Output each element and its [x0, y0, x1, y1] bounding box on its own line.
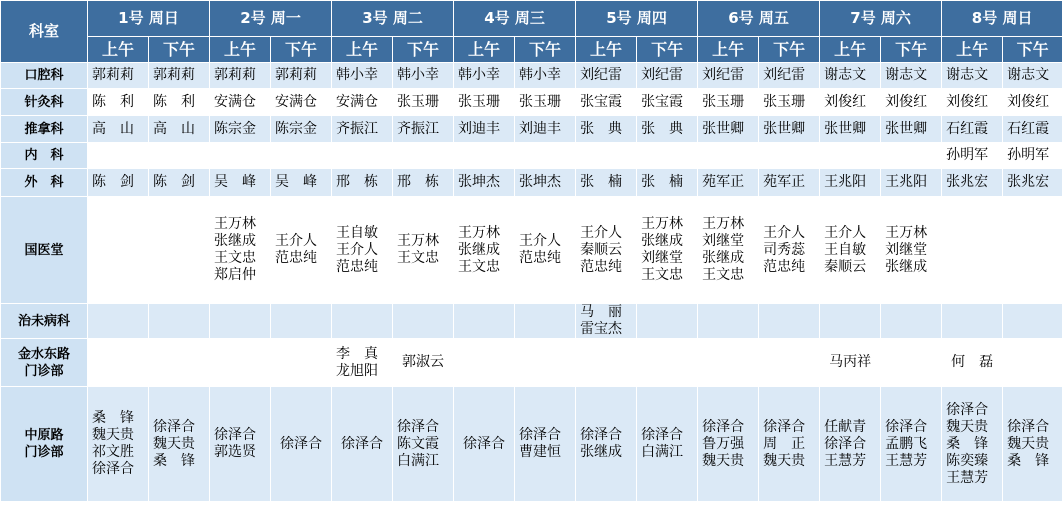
schedule-cell: 王万林 张继成 王文忠 郑启仲: [210, 197, 271, 304]
schedule-cell: [332, 304, 393, 339]
schedule-cell: [515, 143, 576, 169]
schedule-cell: 张 楠: [637, 169, 698, 197]
schedule-cell: 张宝霞: [637, 89, 698, 116]
pm-header: 下午: [637, 37, 698, 63]
schedule-cell: 徐泽合 周 正 魏天贵: [759, 387, 820, 502]
schedule-cell: 王介人 范忠纯: [515, 197, 576, 304]
schedule-cell: 张 典: [576, 116, 637, 143]
am-header: 上午: [698, 37, 759, 63]
schedule-cell: [942, 197, 1003, 304]
dept-name: 外 科: [1, 169, 88, 197]
schedule-cell: 郭莉莉: [271, 63, 332, 89]
schedule-cell: 张玉珊: [393, 89, 454, 116]
schedule-row: [1, 197, 1063, 304]
day-header: 5号 周四: [576, 1, 698, 37]
schedule-cell: 石红霞: [942, 116, 1003, 143]
schedule-cell: [210, 339, 271, 387]
schedule-cell: [1003, 304, 1063, 339]
schedule-cell: [576, 339, 637, 387]
schedule-cell: 刘俊红: [942, 89, 1003, 116]
schedule-cell: 王万林 刘继堂 张继成 王文忠: [698, 197, 759, 304]
schedule-cell: [759, 339, 820, 387]
schedule-cell: 孙明军: [1003, 143, 1063, 169]
day-header: 8号 周日: [942, 1, 1063, 37]
schedule-cell: 安满仓: [271, 89, 332, 116]
schedule-cell: 刘迪丰: [454, 116, 515, 143]
schedule-row: [1, 304, 1063, 339]
schedule-cell: [881, 143, 942, 169]
schedule-cell: 刘迪丰: [515, 116, 576, 143]
schedule-cell: 张 典: [637, 116, 698, 143]
header-row-days: [1, 1, 1063, 37]
schedule-cell: 张世卿: [820, 116, 881, 143]
schedule-cell: 徐泽合 魏天贵 桑 锋: [1003, 387, 1063, 502]
schedule-cell: [698, 143, 759, 169]
schedule-cell: 张玉珊: [698, 89, 759, 116]
schedule-cell: 张世卿: [881, 116, 942, 143]
schedule-cell: 何 磊: [942, 339, 1003, 387]
day-header: 7号 周六: [820, 1, 942, 37]
schedule-cell: 王介人 秦顺云 范忠纯: [576, 197, 637, 304]
am-header: 上午: [942, 37, 1003, 63]
schedule-cell: 郭莉莉: [210, 63, 271, 89]
schedule-cell: [881, 304, 942, 339]
day-header: 1号 周日: [88, 1, 210, 37]
schedule-cell: 韩小幸: [515, 63, 576, 89]
schedule-cell: 刘纪雷: [759, 63, 820, 89]
schedule-cell: 韩小幸: [393, 63, 454, 89]
schedule-cell: 张玉珊: [759, 89, 820, 116]
schedule-cell: [1003, 197, 1063, 304]
dept-name: 国医堂: [1, 197, 88, 304]
pm-header: 下午: [881, 37, 942, 63]
schedule-cell: 徐泽合: [454, 387, 515, 502]
schedule-cell: 徐泽合 白满江: [637, 387, 698, 502]
schedule-cell: [1003, 339, 1063, 387]
schedule-cell: 李 真 龙旭阳: [332, 339, 393, 387]
schedule-cell: 徐泽合 曹建恒: [515, 387, 576, 502]
schedule-cell: [820, 143, 881, 169]
schedule-cell: 王万林 王文忠: [393, 197, 454, 304]
am-header: 上午: [332, 37, 393, 63]
schedule-cell: 刘俊红: [820, 89, 881, 116]
schedule-cell: 张兆宏: [1003, 169, 1063, 197]
schedule-cell: 安满仓: [332, 89, 393, 116]
schedule-cell: 高 山: [88, 116, 149, 143]
schedule-cell: 刘纪雷: [637, 63, 698, 89]
schedule-cell: 张宝霞: [576, 89, 637, 116]
schedule-cell: 刘纪雷: [698, 63, 759, 89]
schedule-cell: [210, 304, 271, 339]
schedule-cell: 高 山: [149, 116, 210, 143]
schedule-cell: [393, 304, 454, 339]
schedule-row: [1, 116, 1063, 143]
schedule-row: [1, 387, 1063, 502]
header-row-halfday: [1, 37, 1063, 63]
dept-name: 中原路 门诊部: [1, 387, 88, 502]
schedule-cell: [698, 339, 759, 387]
schedule-cell: [637, 304, 698, 339]
schedule-cell: [271, 339, 332, 387]
schedule-cell: 徐泽合 魏天贵 桑 锋: [149, 387, 210, 502]
schedule-cell: 王兆阳: [820, 169, 881, 197]
schedule-cell: 吴 峰: [210, 169, 271, 197]
schedule-cell: [332, 143, 393, 169]
schedule-cell: 孙明军: [942, 143, 1003, 169]
schedule-cell: [393, 143, 454, 169]
schedule-cell: 桑 锋 魏天贵 祁文胜 徐泽合: [88, 387, 149, 502]
schedule-cell: [149, 143, 210, 169]
schedule-cell: 韩小幸: [332, 63, 393, 89]
schedule-cell: 陈 剑: [149, 169, 210, 197]
schedule-cell: 张兆宏: [942, 169, 1003, 197]
schedule-cell: 苑军正: [759, 169, 820, 197]
schedule-cell: 王介人 司秀蕊 范忠纯: [759, 197, 820, 304]
schedule-cell: 王介人 范忠纯: [271, 197, 332, 304]
schedule-cell: [698, 304, 759, 339]
pm-header: 下午: [393, 37, 454, 63]
schedule-cell: 王万林 张继成 刘继堂 王文忠: [637, 197, 698, 304]
dept-column-header: 科室: [1, 1, 88, 63]
schedule-cell: 石红霞: [1003, 116, 1063, 143]
schedule-cell: 吴 峰: [271, 169, 332, 197]
schedule-cell: 徐泽合: [332, 387, 393, 502]
day-header: 2号 周一: [210, 1, 332, 37]
schedule-cell: 齐振江: [393, 116, 454, 143]
schedule-cell: 谢志文: [942, 63, 1003, 89]
schedule-cell: [149, 339, 210, 387]
dept-name: 口腔科: [1, 63, 88, 89]
schedule-cell: 刘纪雷: [576, 63, 637, 89]
schedule-row: [1, 169, 1063, 197]
schedule-cell: 谢志文: [820, 63, 881, 89]
pm-header: 下午: [271, 37, 332, 63]
schedule-cell: 刘俊红: [881, 89, 942, 116]
schedule-cell: 齐振江: [332, 116, 393, 143]
schedule-cell: 苑军正: [698, 169, 759, 197]
schedule-cell: [881, 339, 942, 387]
schedule-cell: 徐泽合 魏天贵 桑 锋 陈奕臻 王慧芳: [942, 387, 1003, 502]
schedule-cell: [515, 304, 576, 339]
schedule-cell: 张坤杰: [454, 169, 515, 197]
dept-name: 针灸科: [1, 89, 88, 116]
schedule-cell: 郭淑云: [393, 339, 454, 387]
schedule-cell: 张玉珊: [454, 89, 515, 116]
schedule-cell: [149, 197, 210, 304]
schedule-cell: 陈 利: [149, 89, 210, 116]
schedule-cell: [759, 143, 820, 169]
schedule-row: [1, 339, 1063, 387]
day-header: 3号 周二: [332, 1, 454, 37]
schedule-cell: 任献青 徐泽合 王慧芳: [820, 387, 881, 502]
dept-name: 内 科: [1, 143, 88, 169]
schedule-cell: [454, 304, 515, 339]
schedule-cell: 韩小幸: [454, 63, 515, 89]
schedule-cell: [271, 304, 332, 339]
schedule-cell: 王介人 王自敏 秦顺云: [820, 197, 881, 304]
schedule-cell: 徐泽合 郭选贤: [210, 387, 271, 502]
schedule-cell: 徐泽合 张继成: [576, 387, 637, 502]
schedule-cell: [271, 143, 332, 169]
schedule-cell: 陈宗金: [210, 116, 271, 143]
schedule-cell: 刘俊红: [1003, 89, 1063, 116]
am-header: 上午: [454, 37, 515, 63]
schedule-cell: 陈宗金: [271, 116, 332, 143]
pm-header: 下午: [149, 37, 210, 63]
schedule-cell: 安满仓: [210, 89, 271, 116]
schedule-cell: [637, 143, 698, 169]
am-header: 上午: [576, 37, 637, 63]
schedule-cell: 马丙祥: [820, 339, 881, 387]
day-header: 6号 周五: [698, 1, 820, 37]
schedule-cell: [576, 143, 637, 169]
pm-header: 下午: [1003, 37, 1063, 63]
schedule-cell: 王万林 刘继堂 张继成: [881, 197, 942, 304]
schedule-cell: [515, 339, 576, 387]
schedule-cell: 张坤杰: [515, 169, 576, 197]
schedule-cell: [88, 339, 149, 387]
schedule-row: [1, 89, 1063, 116]
schedule-cell: [759, 304, 820, 339]
schedule-cell: 徐泽合 鲁万强 魏天贵: [698, 387, 759, 502]
schedule-cell: [454, 143, 515, 169]
schedule-cell: 谢志文: [1003, 63, 1063, 89]
schedule-cell: 张世卿: [759, 116, 820, 143]
schedule-cell: [637, 339, 698, 387]
dept-name: 推拿科: [1, 116, 88, 143]
am-header: 上午: [88, 37, 149, 63]
schedule-cell: 陈 剑: [88, 169, 149, 197]
schedule-cell: [454, 339, 515, 387]
am-header: 上午: [210, 37, 271, 63]
schedule-cell: [942, 304, 1003, 339]
dept-name: 金水东路 门诊部: [1, 339, 88, 387]
schedule-cell: [88, 143, 149, 169]
schedule-cell: [88, 304, 149, 339]
day-header: 4号 周三: [454, 1, 576, 37]
schedule-cell: [149, 304, 210, 339]
pm-header: 下午: [515, 37, 576, 63]
schedule-cell: 张世卿: [698, 116, 759, 143]
schedule-cell: 王自敏 王介人 范忠纯: [332, 197, 393, 304]
schedule-cell: [210, 143, 271, 169]
schedule-cell: 邢 栋: [332, 169, 393, 197]
schedule-cell: 徐泽合 孟鹏飞 王慧芳: [881, 387, 942, 502]
schedule-row: [1, 143, 1063, 169]
schedule-cell: 张玉珊: [515, 89, 576, 116]
schedule-cell: 张 楠: [576, 169, 637, 197]
schedule-cell: 王兆阳: [881, 169, 942, 197]
pm-header: 下午: [759, 37, 820, 63]
schedule-cell: 郭莉莉: [149, 63, 210, 89]
schedule-row: [1, 63, 1063, 89]
schedule-cell: 徐泽合 陈文霞 白满江: [393, 387, 454, 502]
schedule-cell: 徐泽合: [271, 387, 332, 502]
schedule-cell: 谢志文: [881, 63, 942, 89]
dept-name: 治未病科: [1, 304, 88, 339]
schedule-cell: 马 丽 雷宝杰: [576, 304, 637, 339]
schedule-cell: 郭莉莉: [88, 63, 149, 89]
schedule-cell: 邢 栋: [393, 169, 454, 197]
schedule-cell: 王万林 张继成 王文忠: [454, 197, 515, 304]
schedule-cell: [88, 197, 149, 304]
am-header: 上午: [820, 37, 881, 63]
schedule-cell: [820, 304, 881, 339]
schedule-cell: 陈 利: [88, 89, 149, 116]
